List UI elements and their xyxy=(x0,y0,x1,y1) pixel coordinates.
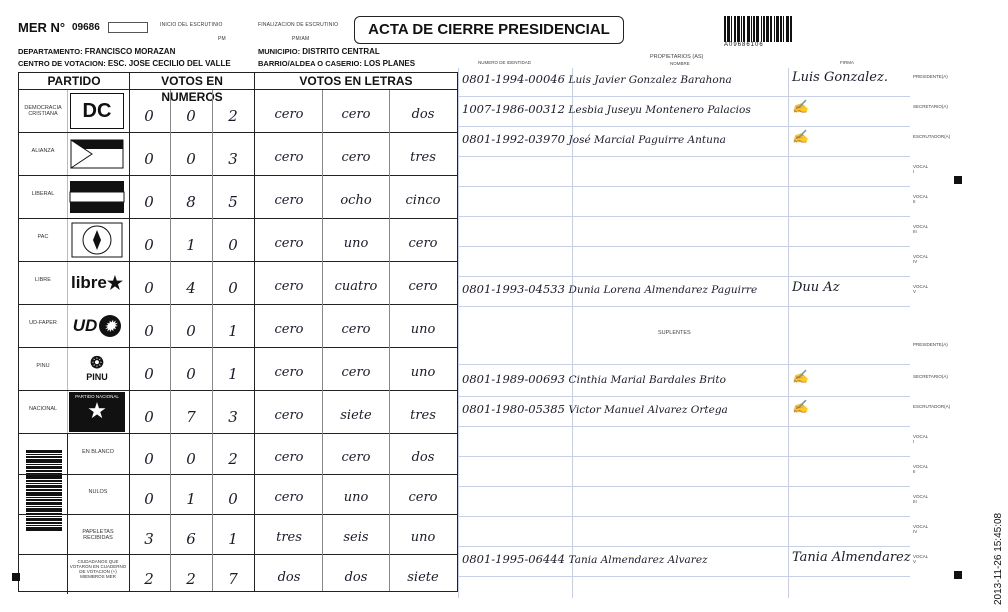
member-signature: Tania Almendarez xyxy=(792,550,911,565)
finalizacion-label: FINALIZACION DE ESCRUTINIO xyxy=(258,22,339,28)
logo-small-icon xyxy=(108,22,148,33)
vote-word: uno xyxy=(410,365,436,380)
total-word: dos xyxy=(277,570,301,585)
signature-line xyxy=(458,486,910,487)
vote-word: siete xyxy=(340,408,372,423)
role-label: SECRETARIO(A) xyxy=(913,104,948,109)
signature-line xyxy=(458,186,910,187)
member-id: 0801-1989-00693 xyxy=(462,372,565,386)
vote-word: cuatro xyxy=(334,279,378,294)
party-name: ALIANZA xyxy=(31,147,55,154)
total-digit: 0 xyxy=(186,450,196,468)
col-identidad: NUMERO DE IDENTIDAD xyxy=(478,60,532,65)
party-name: LIBERAL xyxy=(31,190,55,197)
member-signature: ✍ xyxy=(792,400,809,415)
vote-word: cero xyxy=(274,236,304,251)
party-row xyxy=(19,176,457,219)
total-label: CIUDADANOS QUE VOTARON EN CUADERNO DE VOTACION (+) MIEMBROS MER xyxy=(69,559,127,579)
party-row xyxy=(19,262,457,305)
party-row xyxy=(19,133,457,176)
total-word: cero xyxy=(408,490,438,505)
member-signature: Duu Az xyxy=(792,280,840,295)
vote-table xyxy=(18,72,458,592)
vote-digit: 0 xyxy=(144,365,154,383)
party-name: NACIONAL xyxy=(28,405,58,412)
corner-marker xyxy=(954,176,962,184)
signature-line xyxy=(458,246,910,247)
total-label: EN BLANCO xyxy=(82,448,114,455)
vote-word: cinco xyxy=(405,193,441,208)
vote-digit: 0 xyxy=(144,107,154,125)
role-label: VOCAL II xyxy=(913,464,929,474)
total-digit: 3 xyxy=(144,530,154,548)
party-row xyxy=(19,90,457,133)
municipio-row: MUNICIPIO: DISTRITO CENTRAL xyxy=(258,47,380,56)
departamento-row: DEPARTAMENTO: FRANCISCO MORAZAN xyxy=(18,47,176,56)
vote-word: cero xyxy=(274,408,304,423)
total-row xyxy=(19,515,457,555)
vote-word: cero xyxy=(274,193,304,208)
total-word: seis xyxy=(343,530,369,545)
total-label: NULOS xyxy=(88,489,108,495)
vote-digit: 7 xyxy=(186,408,196,426)
vote-word: cero xyxy=(274,365,304,380)
signature-line xyxy=(458,96,910,97)
total-word: dos xyxy=(344,570,368,585)
pinu-logo-icon: ❂ PINU xyxy=(86,355,108,382)
side-barcode xyxy=(26,450,62,542)
signatures-area xyxy=(458,54,951,598)
vote-digit: 0 xyxy=(228,236,238,254)
member-name: Dunia Lorena Almendarez Paguirre xyxy=(568,284,758,296)
role-label: VOCAL I xyxy=(913,434,929,444)
total-digit: 1 xyxy=(186,490,196,508)
party-name: PAC xyxy=(37,233,49,240)
party-row xyxy=(19,348,457,391)
signature-line xyxy=(458,306,910,307)
member-name: Luis Javier Gonzalez Barahona xyxy=(568,74,732,86)
total-label: PAPELETAS RECIBIDAS xyxy=(82,529,114,541)
vote-word: cero xyxy=(408,236,438,251)
vote-word: cero xyxy=(341,107,371,122)
role-label: VOCAL III xyxy=(913,494,929,504)
ud-logo-icon: UD ✹ xyxy=(73,315,122,337)
vote-digit: 0 xyxy=(144,279,154,297)
total-digit: 2 xyxy=(228,450,238,468)
vote-word: cero xyxy=(341,365,371,380)
vote-word: uno xyxy=(343,236,369,251)
total-word: dos xyxy=(411,450,435,465)
role-label: VOCAL II xyxy=(913,194,929,204)
vote-digit: 0 xyxy=(186,365,196,383)
role-label: VOCAL I xyxy=(913,164,929,174)
signature-line xyxy=(458,396,910,397)
member-entry xyxy=(462,552,708,566)
col-numeros: VOTOS EN NUMEROS xyxy=(130,73,255,90)
vote-digit: 1 xyxy=(228,365,238,383)
libre-logo-icon: libre ★ xyxy=(70,272,124,293)
timestamp: 2013-11-26 15:45:08 xyxy=(993,512,1004,605)
signature-line xyxy=(458,456,910,457)
role-label: VOCAL IV xyxy=(913,524,929,534)
vote-word: cero xyxy=(341,150,371,165)
vote-digit: 0 xyxy=(144,236,154,254)
top-barcode xyxy=(724,16,820,46)
signature-line xyxy=(458,156,910,157)
page-title: ACTA DE CIERRE PRESIDENCIAL xyxy=(354,16,624,44)
total-digit: 7 xyxy=(228,570,238,588)
mer-label: MER N° xyxy=(18,20,66,35)
member-id: 0801-1994-00046 xyxy=(462,72,565,86)
total-row xyxy=(19,434,457,475)
col-firma: FIRMA xyxy=(840,60,854,65)
vote-word: uno xyxy=(410,322,436,337)
member-id: 0801-1980-05385 xyxy=(462,402,565,416)
vote-digit: 0 xyxy=(144,150,154,168)
vote-digit: 0 xyxy=(186,107,196,125)
role-label: PRESIDENTE(A) xyxy=(913,342,948,347)
role-label: SECRETARIO(A) xyxy=(913,374,948,379)
member-signature: ✍ xyxy=(792,100,809,115)
inicio-label: INICIO DEL ESCRUTINIO xyxy=(160,22,223,28)
col-partido: PARTIDO xyxy=(19,73,130,90)
total-digit: 0 xyxy=(144,490,154,508)
member-name: Lesbia Juseyu Montenero Palacios xyxy=(568,104,751,116)
party-row xyxy=(19,391,457,434)
vote-digit: 3 xyxy=(228,150,238,168)
role-label: VOCAL V xyxy=(913,554,929,564)
member-entry xyxy=(462,402,728,416)
vote-word: tres xyxy=(410,150,436,165)
pac-logo-icon xyxy=(71,222,123,258)
total-row xyxy=(19,475,457,515)
total-word: tres xyxy=(276,530,302,545)
total-digit: 0 xyxy=(144,450,154,468)
member-entry xyxy=(462,102,751,116)
member-id: 0801-1993-04533 xyxy=(462,282,565,296)
member-name: Cinthia Marial Bardales Brito xyxy=(568,374,726,386)
centro-row: CENTRO DE VOTACION: ESC. JOSE CECILIO DEL VALLE xyxy=(18,59,231,68)
party-row xyxy=(19,219,457,262)
party-name: LIBRE xyxy=(35,276,51,283)
member-signature: Luis Gonzalez. xyxy=(792,70,888,85)
vote-digit: 2 xyxy=(228,107,238,125)
role-label: ESCRUTADOR(A) xyxy=(913,404,951,409)
vote-word: cero xyxy=(274,107,304,122)
vote-digit: 0 xyxy=(228,279,238,297)
member-entry xyxy=(462,372,726,386)
col-letras: VOTOS EN LETRAS xyxy=(255,73,457,90)
member-name: José Marcial Paguirre Antuna xyxy=(568,134,726,146)
total-digit: 2 xyxy=(186,570,196,588)
vote-digit: 3 xyxy=(228,408,238,426)
mer-number: 09686 xyxy=(72,22,100,33)
total-digit: 6 xyxy=(186,530,196,548)
member-entry xyxy=(462,282,757,296)
party-name: UD-FAPER xyxy=(29,319,57,326)
vote-digit: 0 xyxy=(144,322,154,340)
member-id: 1007-1986-00312 xyxy=(462,102,565,116)
liberal-flag-icon xyxy=(69,180,125,214)
total-word: siete xyxy=(407,570,439,585)
signature-line xyxy=(458,426,910,427)
member-entry xyxy=(462,72,732,86)
total-word: cero xyxy=(274,450,304,465)
vote-digit: 0 xyxy=(186,322,196,340)
role-label: ESCRUTADOR(A) xyxy=(913,134,951,139)
vote-word: cero xyxy=(341,322,371,337)
vote-digit: 5 xyxy=(228,193,238,211)
signature-line xyxy=(458,216,910,217)
member-name: Victor Manuel Alvarez Ortega xyxy=(568,404,728,416)
dc-logo-icon: DC xyxy=(70,93,124,129)
alianza-flag-icon xyxy=(70,139,124,169)
member-entry xyxy=(462,132,726,146)
pm-am-label: PM/AM xyxy=(292,36,310,42)
vote-digit: 1 xyxy=(228,322,238,340)
vote-word: dos xyxy=(411,107,435,122)
vote-digit: 0 xyxy=(144,193,154,211)
vote-digit: 0 xyxy=(144,408,154,426)
total-word: uno xyxy=(410,530,436,545)
signature-line xyxy=(458,126,910,127)
member-name: Tania Almendarez Alvarez xyxy=(568,554,708,566)
member-id: 0801-1992-03970 xyxy=(462,132,565,146)
role-label: VOCAL III xyxy=(913,224,929,234)
vote-word: cero xyxy=(274,150,304,165)
vote-digit: 1 xyxy=(186,236,196,254)
total-digit: 2 xyxy=(144,570,154,588)
role-label: VOCAL IV xyxy=(913,254,929,264)
suplentes-label: SUPLENTES xyxy=(658,330,691,336)
vote-word: cero xyxy=(274,322,304,337)
corner-marker xyxy=(12,573,20,581)
vote-word: cero xyxy=(274,279,304,294)
member-signature: ✍ xyxy=(792,370,809,385)
member-signature: ✍ xyxy=(792,130,809,145)
pm-label: PM xyxy=(218,36,226,42)
vote-word: ocho xyxy=(340,193,372,208)
signature-line xyxy=(458,576,910,577)
signature-line xyxy=(458,546,910,547)
party-row xyxy=(19,305,457,348)
total-digit: 1 xyxy=(228,530,238,548)
signature-line xyxy=(458,516,910,517)
total-word: cero xyxy=(274,490,304,505)
total-digit: 0 xyxy=(228,490,238,508)
role-label: PRESIDENTE(A) xyxy=(913,74,948,79)
member-id: 0801-1995-06444 xyxy=(462,552,565,566)
col-nombre: NOMBRE xyxy=(670,61,690,66)
party-name: DEMOCRACIA CRISTIANA xyxy=(24,104,62,117)
col-propietarios: PROPIETARIOS (AS) xyxy=(650,54,704,60)
nacional-logo-icon: PARTIDO NACIONAL ★ xyxy=(69,392,125,432)
role-label: VOCAL V xyxy=(913,284,929,294)
party-name: PINU xyxy=(36,362,50,369)
total-word: uno xyxy=(343,490,369,505)
signature-line xyxy=(458,364,910,365)
vote-word: cero xyxy=(408,279,438,294)
total-word: cero xyxy=(341,450,371,465)
signature-line xyxy=(458,276,910,277)
corner-marker xyxy=(954,571,962,579)
vote-digit: 4 xyxy=(186,279,196,297)
barrio-row: BARRIO/ALDEA O CASERIO: LOS PLANES xyxy=(258,59,416,68)
barcode-text: A09686106 xyxy=(724,42,764,48)
vote-digit: 0 xyxy=(186,150,196,168)
vote-digit: 8 xyxy=(186,193,196,211)
vote-word: tres xyxy=(410,408,436,423)
total-row xyxy=(19,555,457,594)
